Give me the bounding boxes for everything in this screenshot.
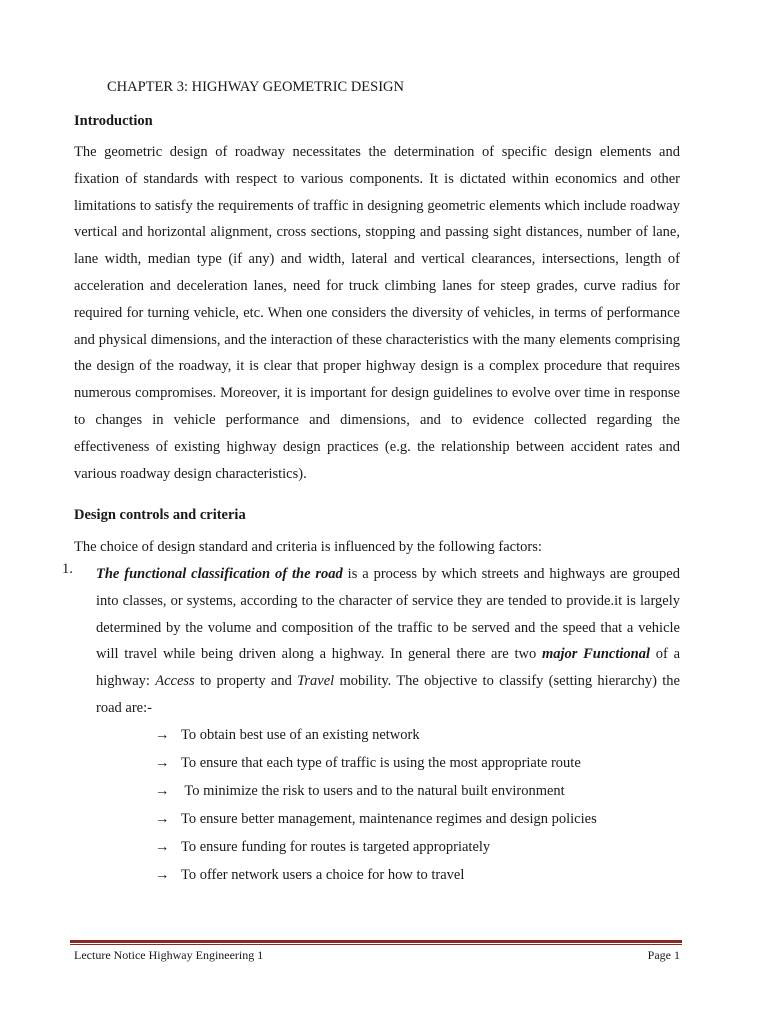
introduction-paragraph: The geometric design of roadway necessitates the determination of specific design elements and fixation of standards with respect to various components. It is dictated within economics and other limitations to satisfy the requirements of traffic in designing geometric elements which include roadway vertical and horizontal alignment, cross sections, stopping and passing sight distances, number of lane, lane width, median type (if any) and width, lateral and vertical clearances, intersections, length of acceleration and deceleration lanes, need for truck climbing lanes for steep grades, curve radius for required for turning vehicle, etc. When one considers the diversity of vehicles, in terms of performance and physical dimensions, and the interaction of these characteristics with the many elements comprising the design of the roadway, it is clear that proper highway design is a complex procedure that requires numerous compromises. Moreover, it is important for design guidelines to evolve over time in response to changes in vehicle performance and dimensions, and to evidence collected regarding the effectiveness of existing highway design practices (e.g. the relationship between accident rates and various roadway design characteristics). xyxy=(74,144,680,482)
right-arrow-icon: → xyxy=(155,811,170,827)
travel-term: Travel xyxy=(297,673,335,690)
chapter-title: CHAPTER 3: HIGHWAY GEOMETRIC DESIGN xyxy=(107,79,404,95)
access-term: Access xyxy=(155,673,195,690)
design-controls-heading: Design controls and criteria xyxy=(74,507,246,523)
major-functional-term: major Functional xyxy=(541,646,651,663)
objective-text: To obtain best use of an existing network xyxy=(181,727,420,743)
introduction-heading: Introduction xyxy=(74,113,153,129)
design-controls-intro: The choice of design standard and criteria is influenced by the following factors: xyxy=(74,539,542,555)
footer-course-title: Lecture Notice Highway Engineering 1 xyxy=(74,948,264,962)
objectives-list xyxy=(155,721,597,889)
right-arrow-icon: → xyxy=(155,783,170,799)
list-item xyxy=(155,777,597,805)
list-item xyxy=(155,861,597,889)
objective-text: To ensure that each type of traffic is using the most appropriate route xyxy=(181,755,581,771)
right-arrow-icon: → xyxy=(155,755,170,771)
functional-classification-term: The functional classification of the road xyxy=(96,566,343,582)
list-item xyxy=(155,749,597,777)
right-arrow-icon: → xyxy=(155,839,170,855)
list-item-number: 1. xyxy=(62,561,73,577)
item-text-c: to property and xyxy=(194,673,298,690)
footer-page-number: Page 1 xyxy=(647,948,680,962)
right-arrow-icon: → xyxy=(155,727,170,743)
footer-divider-thin xyxy=(70,944,682,945)
functional-classification-item xyxy=(96,561,680,722)
objective-text: To ensure better management, maintenance regimes and design policies xyxy=(181,811,597,827)
objective-text: To offer network users a choice for how to travel xyxy=(181,867,465,883)
item-text-d: mobility. The objective to classify (setting hierarchy) the road are:- xyxy=(96,673,680,716)
objective-text: To minimize the risk to users and to the natural built environment xyxy=(181,783,565,799)
right-arrow-icon: → xyxy=(155,867,170,883)
item-text-a: is a process by which streets and highways are grouped into classes, or systems, according to the character of service they are tended to provide.it is largely determined by the volume and composition of the traffic to be served and the speed that a vehicle will travel while being driven along a highway. In general there are two xyxy=(96,566,680,663)
list-item xyxy=(155,833,597,861)
list-item xyxy=(155,805,597,833)
objective-text: To ensure funding for routes is targeted appropriately xyxy=(181,839,491,855)
item-text-b: of a highway: xyxy=(96,646,681,690)
list-item xyxy=(155,721,597,749)
footer-divider-thick xyxy=(70,940,682,943)
